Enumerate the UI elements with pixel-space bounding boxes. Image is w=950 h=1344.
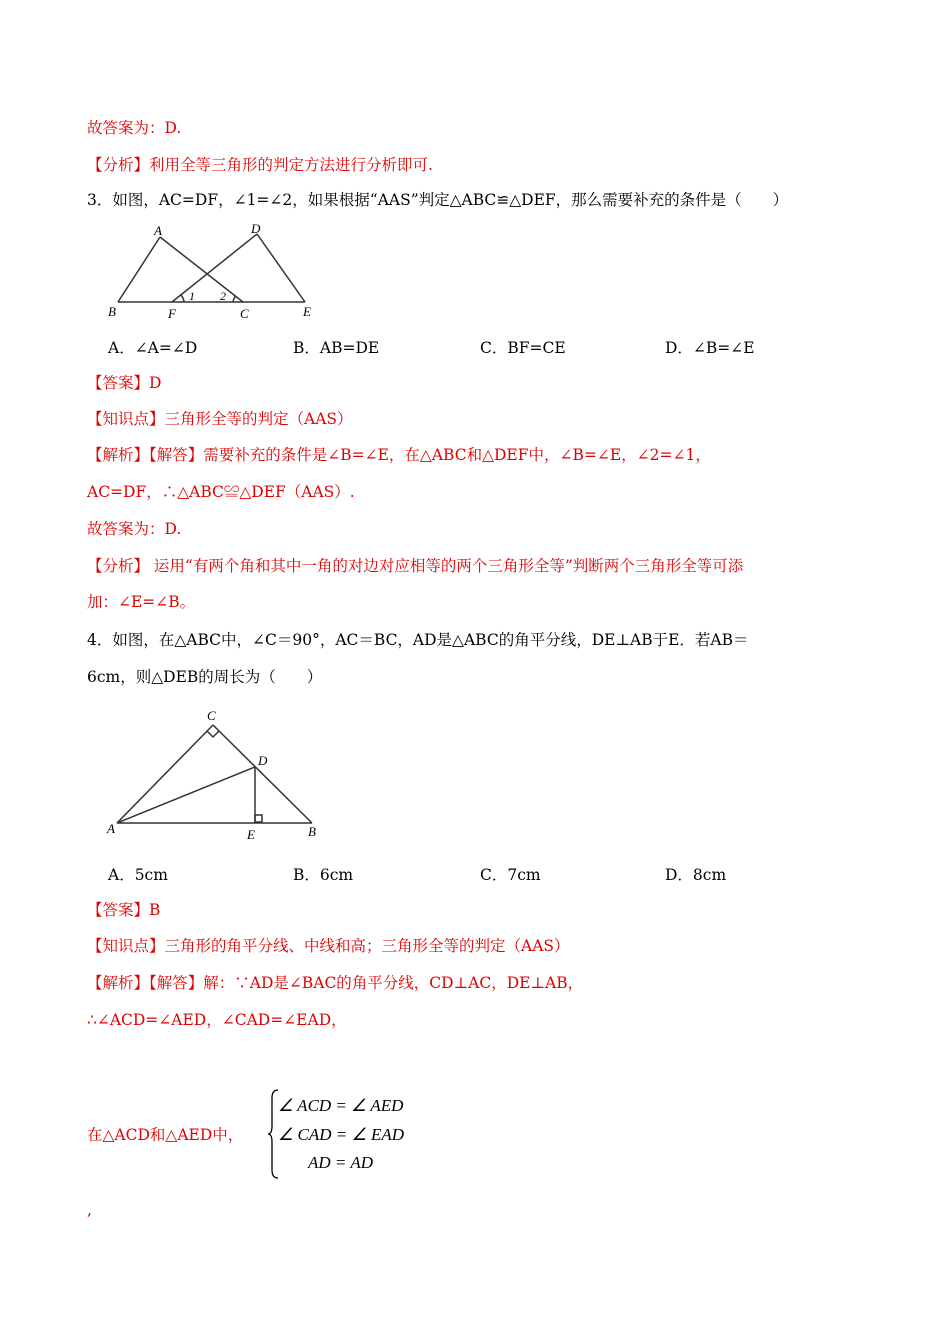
q3-stem: 3．如图，AC=DF，∠1=∠2，如果根据“AAS”判定△ABC≌△DEF，那么需要补充的条件是（ ） — [87, 191, 789, 209]
q4-stem-line2: 6cm，则△DEB的周长为（ ） — [87, 668, 323, 686]
q3-label-e: E — [303, 304, 311, 319]
q4-option-a: A．5cm — [108, 866, 168, 884]
q3-label-2: 2 — [220, 289, 226, 303]
q4-label-a: A — [107, 821, 115, 836]
q3-option-a: A．∠A=∠D — [108, 339, 198, 357]
q4-system-intro: 在△ACD和△AED中， — [87, 1126, 244, 1144]
q4-option-c: C．7cm — [480, 866, 541, 884]
trailing-comma: , — [87, 1201, 92, 1219]
q3-option-c: C．BF=CE — [480, 339, 566, 357]
q4-knowledge: 【知识点】三角形的角平分线、中线和高；三角形全等的判定（AAS） — [87, 937, 570, 955]
q4-label-c: C — [207, 708, 216, 723]
q4-analysis-line2: ∴∠ACD=∠AED，∠CAD=∠EAD， — [87, 1011, 347, 1029]
q3-analysis-line1: 【解析】【解答】需要补充的条件是∠B=∠E，在△ABC和△DEF中，∠B=∠E，∠2=∠1， — [87, 446, 711, 464]
prev-analysis: 【分析】利用全等三角形的判定方法进行分析即可. — [87, 156, 433, 174]
q4-label-e: E — [247, 827, 255, 842]
q4-label-d: D — [258, 753, 268, 768]
q3-figure — [100, 222, 330, 322]
q4-answer: 【答案】B — [87, 901, 161, 919]
q3-knowledge: 【知识点】三角形全等的判定（AAS） — [87, 410, 353, 428]
q4-option-d: D．8cm — [665, 866, 727, 884]
q4-stem-line1: 4．如图，在△ABC中，∠C＝90°，AC＝BC，AD是△ABC的角平分线，DE⊥AB于E．若AB＝ — [87, 631, 749, 649]
system-eq-2: ∠ CAD = ∠ EAD — [278, 1125, 404, 1144]
prev-conclusion: 故答案为：D. — [87, 119, 182, 137]
q4-analysis-line1: 【解析】【解答】解：∵AD是∠BAC的角平分线，CD⊥AC，DE⊥AB， — [87, 974, 584, 992]
system-eq-3: AD = AD — [308, 1153, 373, 1172]
q4-option-b: B．6cm — [293, 866, 354, 884]
q3-conclusion: 故答案为：D. — [87, 520, 182, 538]
q3-fenxi-line1: 【分析】 运用“有两个角和其中一角的对边对应相等的两个三角形全等”判断两个三角形全等可添 — [87, 557, 744, 575]
q3-analysis-line2: AC=DF，∴△ABC≌△DEF（AAS）. — [87, 483, 355, 501]
q3-label-a: A — [154, 223, 162, 238]
q3-option-b: B．AB=DE — [293, 339, 380, 357]
q4-figure — [100, 705, 330, 845]
q3-option-d: D．∠B=∠E — [665, 339, 755, 357]
q4-label-b: B — [308, 824, 316, 839]
q3-label-c: C — [240, 306, 249, 321]
q3-label-d: D — [251, 222, 261, 236]
equation-system — [268, 1088, 428, 1180]
system-eq-1: ∠ ACD = ∠ AED — [278, 1096, 404, 1115]
q3-label-f: F — [168, 306, 176, 321]
q3-label-b: B — [108, 304, 116, 319]
q3-label-1: 1 — [189, 289, 195, 303]
q3-fenxi-line2: 加：∠E=∠B。 — [87, 593, 196, 611]
q3-answer: 【答案】D — [87, 374, 162, 392]
